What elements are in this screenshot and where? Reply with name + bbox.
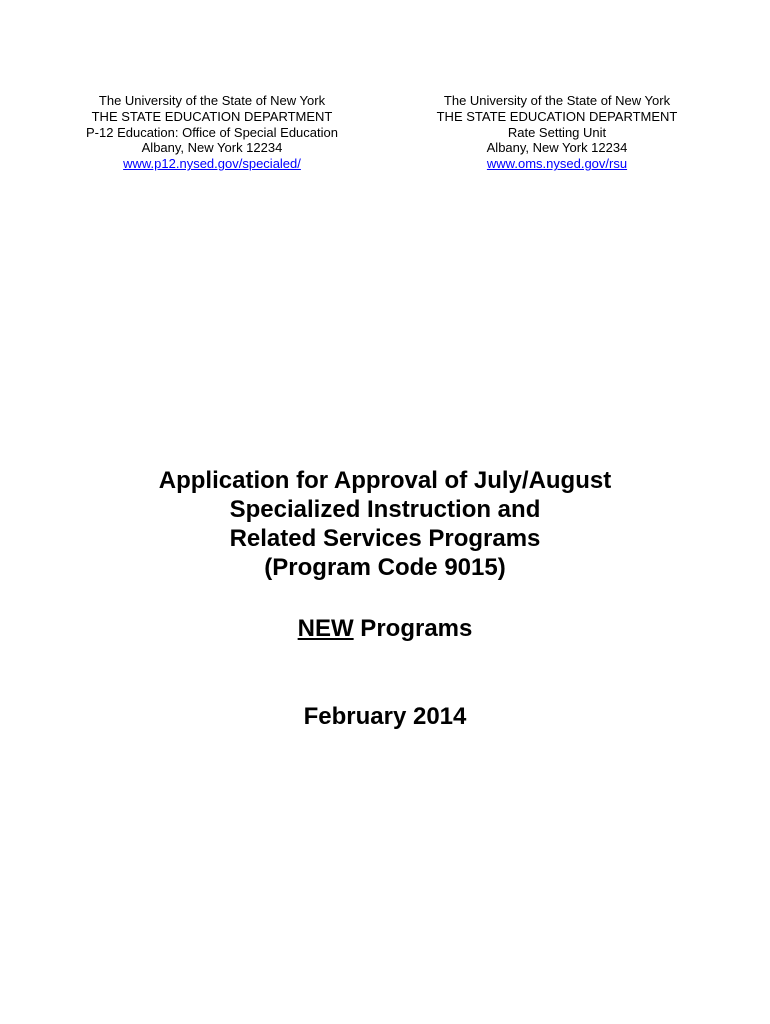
department-name: THE STATE EDUCATION DEPARTMENT bbox=[436, 108, 678, 124]
title-line: Specialized Instruction and bbox=[229, 496, 541, 523]
department-name: THE STATE EDUCATION DEPARTMENT bbox=[91, 108, 333, 124]
rsu-website-link[interactable]: www.oms.nysed.gov/rsu bbox=[486, 156, 628, 172]
address-city: Albany, New York 12234 bbox=[486, 140, 628, 156]
program-type-emphasis: NEW bbox=[297, 615, 354, 642]
header-left-address bbox=[42, 93, 382, 172]
unit-name: Rate Setting Unit bbox=[507, 124, 607, 140]
title-line: (Program Code 9015) bbox=[264, 554, 506, 581]
university-name: The University of the State of New York bbox=[443, 93, 671, 108]
header-right-address bbox=[387, 93, 727, 172]
address-city: Albany, New York 12234 bbox=[141, 140, 283, 156]
document-title bbox=[0, 466, 770, 582]
title-line: Related Services Programs bbox=[229, 525, 541, 552]
specialed-website-link[interactable]: www.p12.nysed.gov/specialed/ bbox=[123, 156, 301, 172]
office-name: P-12 Education: Office of Special Education bbox=[86, 124, 338, 140]
title-line: Application for Approval of July/August bbox=[158, 467, 612, 494]
program-type-heading bbox=[0, 614, 770, 643]
publication-date: February 2014 bbox=[303, 703, 467, 730]
program-type-label: Programs bbox=[353, 615, 473, 642]
university-name: The University of the State of New York bbox=[98, 93, 326, 108]
